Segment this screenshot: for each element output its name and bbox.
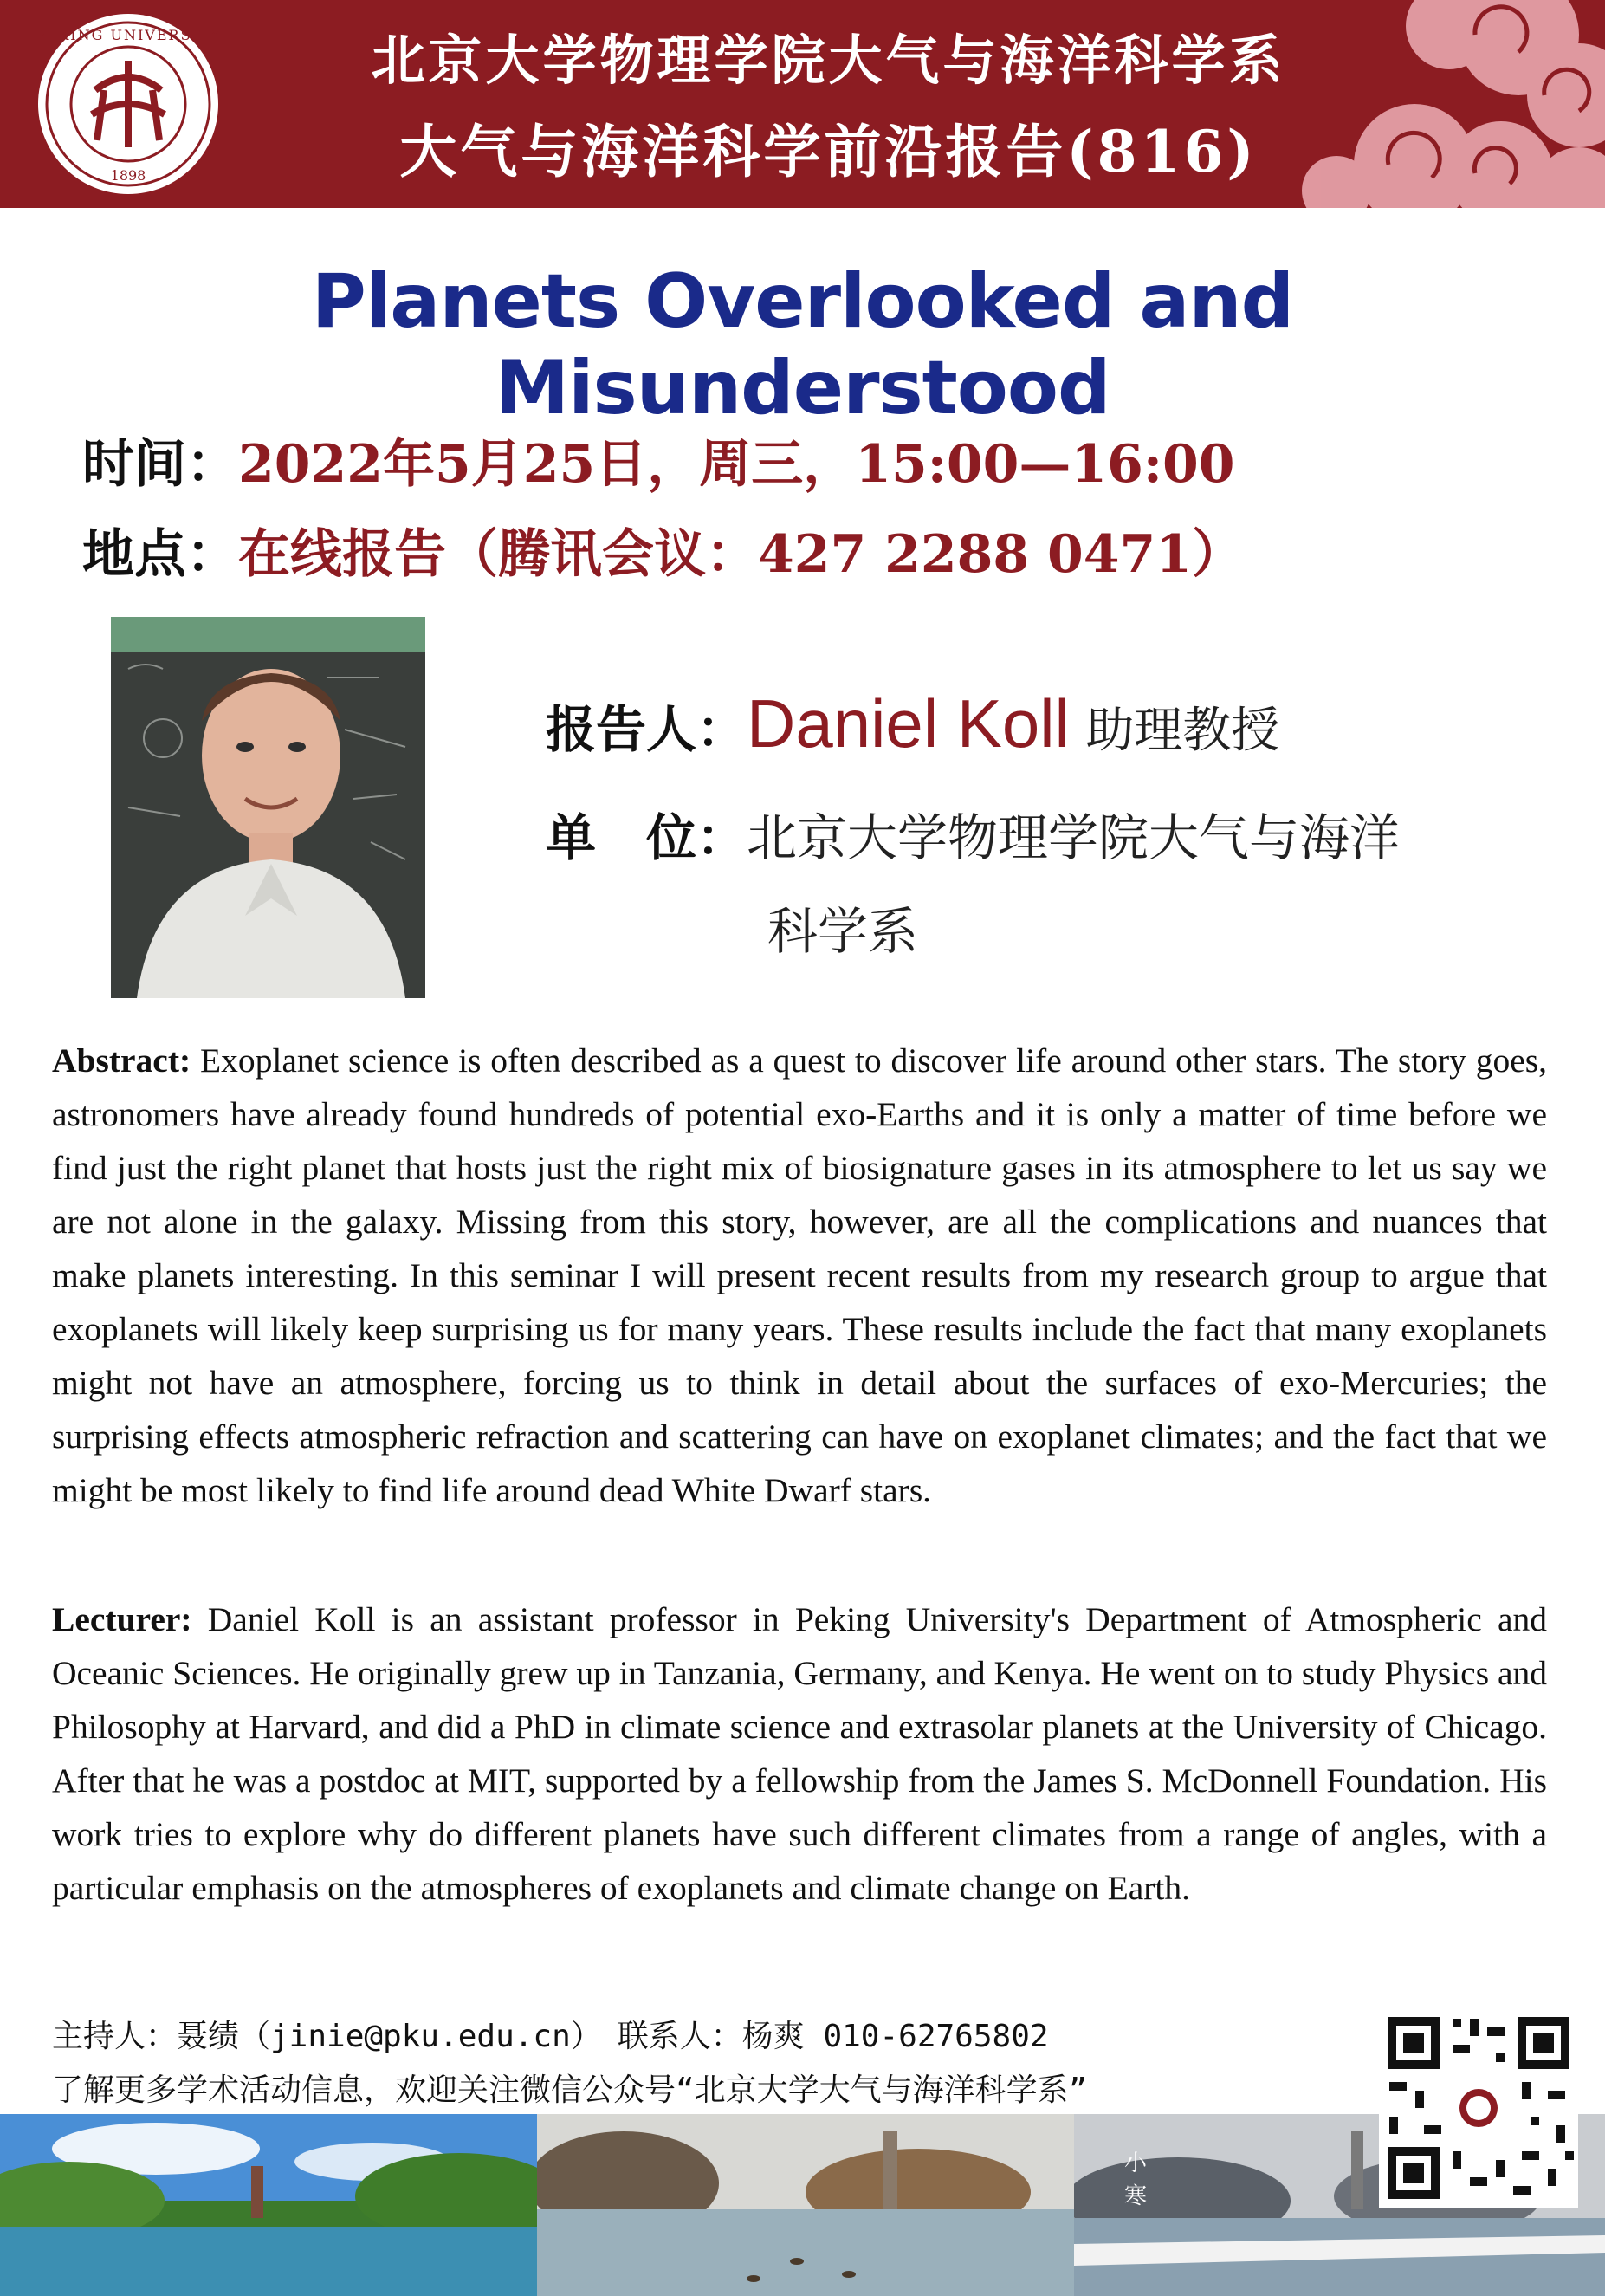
- abstract-label: Abstract:: [52, 1041, 191, 1080]
- photo-caption: 小 寒: [1124, 2150, 1148, 2209]
- lecturer-text: Daniel Koll is an assistant professor in Peking University's Department of Atmospheric and Oceanic Sciences. He originally grew up in Tanzania, Germany, and Kenya. He went on to study Physics and Philosophy at Harvard, and did a PhD in climate science and extrasolar planets at the University of Chicago. After that he was a postdoc at MIT, supported by a fellowship from the James S. McDonnell Foundation. His work tries to explore why do different planets have such different climates from a range of angles, with a particular emphasis on the atmospheres of exoplanets and climate change on Earth.: [52, 1600, 1548, 1907]
- talk-title: Planets Overlooked and Misunderstood: [311, 258, 1294, 431]
- place-row: [82, 513, 1244, 587]
- abstract-text: Exoplanet science is often described as a quest to discover life around other stars. The story goes, astronomers have already found hundreds of potential exo-Earths and it is only a matter of time before we find just the right planet that hosts just the right mix of biosignature gases in its atmosphere to let us say we are not alone in the galaxy. Missing from this story, however, are all the complications and nuances that make planets interesting. In this seminar I will present recent results from my research group to argue that exoplanets will likely keep surprising us for many years. These results include the fact that many exoplanets might not have an atmosphere, forcing us to think in detail about the surfaces of exo-Mercuries; the surprising effects atmospheric refraction and scattering can have on exoplanet climates; and the fact that we might be most likely to find life around dead White Dwarf stars.: [52, 1041, 1547, 1509]
- speaker-name: Daniel Koll: [747, 685, 1070, 762]
- lecturer-label: Lecturer:: [52, 1600, 192, 1638]
- unit-label: 单 位：: [546, 808, 747, 867]
- time-row: [82, 423, 1235, 497]
- wechat-follow-line: 了解更多学术活动信息，欢迎关注微信公众号“北京大学大气与海洋科学系”: [52, 2072, 1088, 2108]
- department-name: 北京大学物理学院大气与海洋科学系: [371, 29, 1286, 92]
- header-banner: [0, 0, 1605, 208]
- campus-photo-autumn: [537, 2114, 1074, 2296]
- abstract-paragraph: [52, 1034, 1547, 1517]
- unit-value-continued: 科学系: [767, 902, 919, 961]
- unit-value: 北京大学物理学院大气与海洋: [747, 808, 1401, 867]
- campus-photo-strip: [0, 2114, 1605, 2296]
- svg-text:1898: 1898: [110, 167, 146, 184]
- host-contact-line: 主持人：聂绩（jinie@pku.edu.cn） 联系人：杨爽 010-62765802: [52, 2019, 1049, 2054]
- speaker-photo: [111, 617, 425, 998]
- place-label: 地点：: [82, 524, 238, 585]
- speaker-portrait-image: [111, 617, 425, 998]
- place-value: 在线报告（腾讯会议：427 2288 0471）: [238, 524, 1245, 585]
- unit-row: [546, 797, 1400, 870]
- time-label: 时间：: [82, 434, 238, 495]
- speaker-row: [546, 684, 1279, 763]
- cloud-pattern-decoration: [1189, 0, 1605, 208]
- speaker-label: 报告人：: [546, 700, 747, 759]
- campus-photo-summer: [0, 2114, 537, 2296]
- time-value: 2022年5月25日，周三，15:00—16:00: [238, 434, 1235, 495]
- svg-text:PEKING UNIVERSITY: PEKING UNIVERSITY: [35, 27, 222, 43]
- lecturer-paragraph: [52, 1592, 1547, 1915]
- speaker-title: 助理教授: [1085, 703, 1280, 759]
- wechat-qr-code: [1379, 2008, 1578, 2208]
- seminar-series-title: 大气与海洋科学前沿报告(816): [399, 118, 1258, 185]
